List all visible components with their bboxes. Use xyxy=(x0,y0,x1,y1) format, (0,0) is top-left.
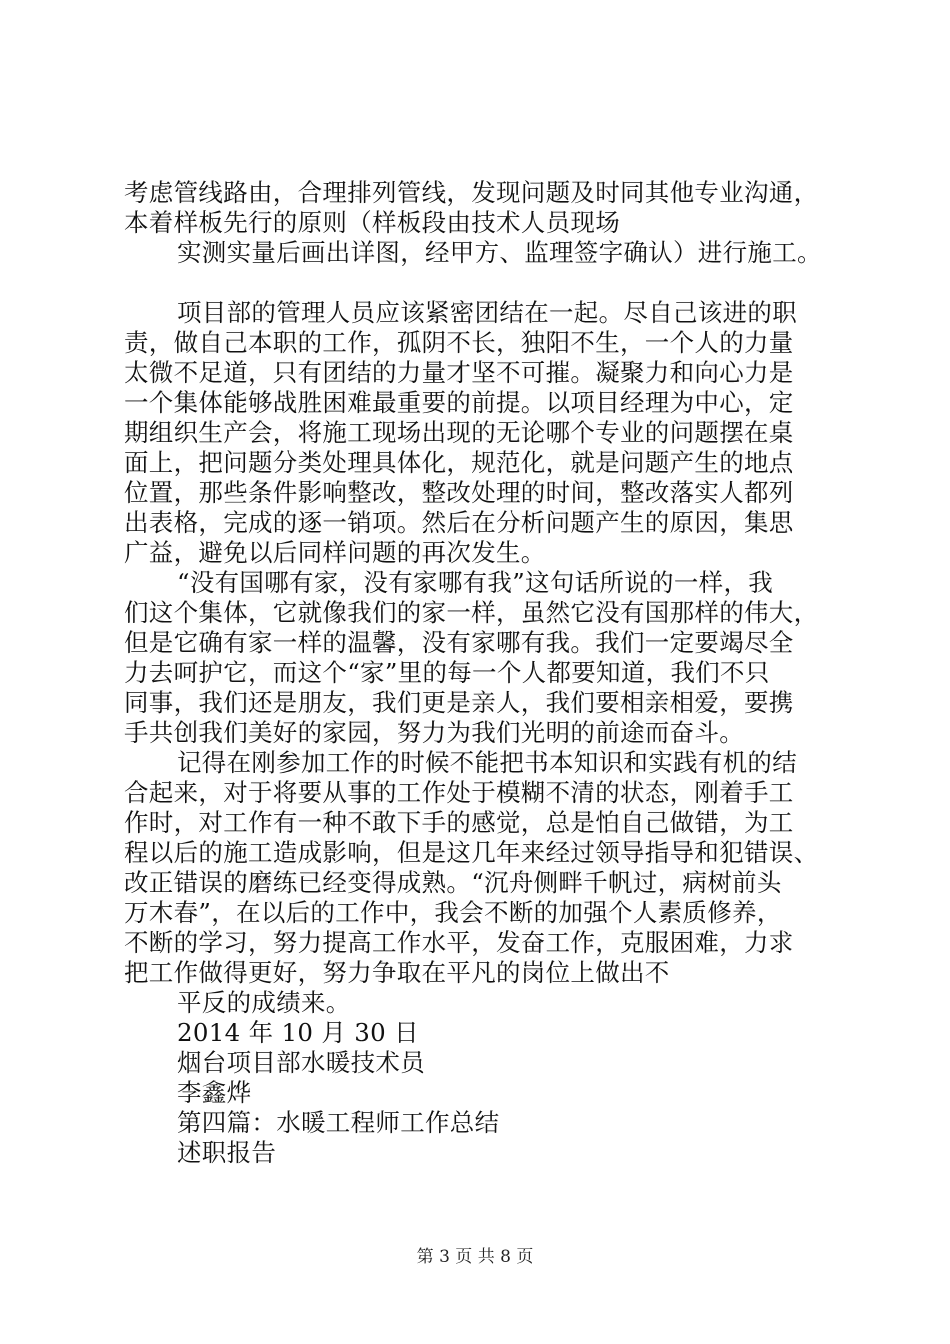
text-line: 们这个集体，它就像我们的家一样，虽然它没有国那样的伟大， xyxy=(124,598,819,627)
text-line: 把工作做得更好，努力争取在平凡的岗位上做出不 xyxy=(124,958,670,987)
text-line: 程以后的施工造成影响，但是这几年来经过领导指导和犯错误、 xyxy=(124,838,819,867)
text-line: 期组织生产会，将施工现场出现的无论哪个专业的问题摆在桌 xyxy=(124,418,794,447)
text-line: 万木春”，在以后的工作中，我会不断的加强个人素质修养， xyxy=(124,898,782,927)
text-line: 位置，那些条件影响整改，整改处理的时间，整改落实人都列 xyxy=(124,478,794,507)
text-line: 本着样板先行的原则（样板段由技术人员现场 xyxy=(124,208,620,237)
paragraph-first-line: 项目部的管理人员应该紧密团结在一起。尽自己该进的职 xyxy=(177,298,797,327)
text-line: 平反的成绩来。 xyxy=(177,988,351,1017)
text-line: 但是它确有家一样的温馨，没有家哪有我。我们一定要竭尽全 xyxy=(124,628,794,657)
text-line: 手共创我们美好的家园，努力为我们光明的前途而奋斗。 xyxy=(124,718,744,747)
author-name: 李鑫烨 xyxy=(177,1078,252,1107)
text-line: 不断的学习，努力提高工作水平，发奋工作，克服困难，力求 xyxy=(124,928,794,957)
paragraph-first-line: “没有国哪有家，没有家哪有我”这句话所说的一样，我 xyxy=(177,568,774,597)
section-heading: 第四篇：水暖工程师工作总结 xyxy=(177,1108,500,1137)
text-line: 合起来，对于将要从事的工作处于模糊不清的状态，刚着手工 xyxy=(124,778,794,807)
text-line: 面上，把问题分类处理具体化，规范化，就是问题产生的地点 xyxy=(124,448,794,477)
paragraph-first-line: 记得在刚参加工作的时候不能把书本知识和实践有机的结 xyxy=(177,748,797,777)
text-line: 太微不足道，只有团结的力量才坚不可摧。凝聚力和向心力是 xyxy=(124,358,794,387)
text-line: 实测实量后画出详图，经甲方、监理签字确认）进行施工。 xyxy=(177,238,822,267)
text-line: 广益，避免以后同样问题的再次发生。 xyxy=(124,538,546,567)
text-line: 责，做自己本职的工作，孤阴不长，独阳不生，一个人的力量 xyxy=(124,328,794,357)
text-line: 作时，对工作有一种不敢下手的感觉，总是怕自己做错，为工 xyxy=(124,808,794,837)
page-number-footer: 第 3 页 共 8 页 xyxy=(416,1247,534,1267)
text-line: 力去呵护它，而这个“家”里的每一个人都要知道，我们不只 xyxy=(124,658,770,687)
author-title: 烟台项目部水暖技术员 xyxy=(177,1048,425,1077)
text-line: 同事，我们还是朋友，我们更是亲人，我们要相亲相爱，要携 xyxy=(124,688,794,717)
text-line: 考虑管线路由，合理排列管线，发现问题及时同其他专业沟通， xyxy=(124,178,819,207)
text-line: 出表格，完成的逐一销项。然后在分析问题产生的原因，集思 xyxy=(124,508,794,537)
section-subheading: 述职报告 xyxy=(177,1138,277,1167)
text-line: 改正错误的磨练已经变得成熟。“沉舟侧畔千帆过，病树前头 xyxy=(124,868,782,897)
date-line: 2014 年 10 月 30 日 xyxy=(177,1018,419,1047)
text-line: 一个集体能够战胜困难最重要的前提。以项目经理为中心，定 xyxy=(124,388,794,417)
